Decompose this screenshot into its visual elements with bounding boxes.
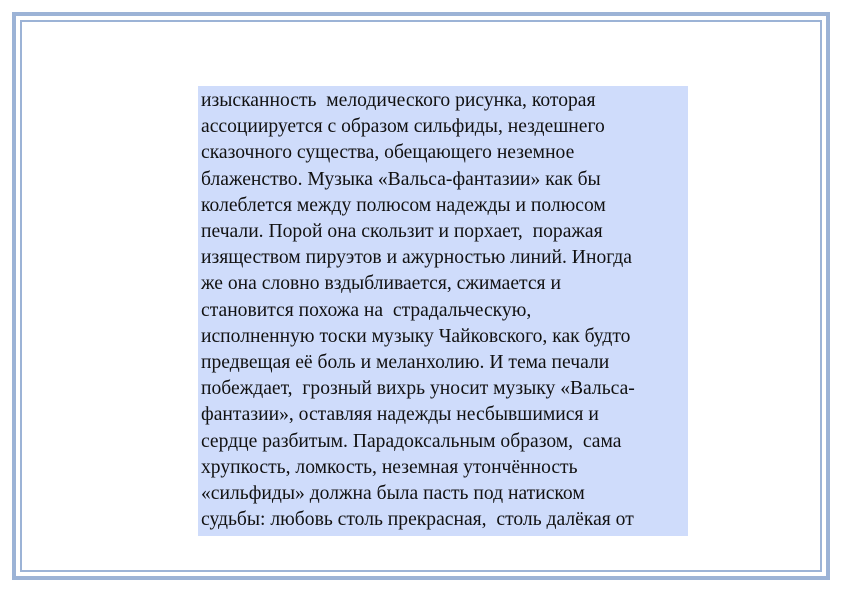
text-line: блаженство. Музыка «Вальса-фантазии» как бы	[201, 168, 601, 190]
text-line: побеждает, грозный вихрь уносит музыку «Вальса-	[201, 378, 635, 400]
text-line: хрупкость, ломкость, неземная утончённость	[201, 456, 578, 478]
text-line: становится похожа на страдальческую,	[201, 299, 532, 321]
text-line: изысканность мелодического рисунка, которая	[201, 90, 596, 111]
text-line: «сильфиды» должна была пасть под натиском	[201, 483, 585, 505]
text-line: колеблется между полюсом надежды и полюсом	[201, 194, 606, 216]
text-line: сердце разбитым. Парадоксальным образом, сама	[201, 430, 622, 452]
text-block	[198, 86, 688, 536]
text-line: печали. Порой она скользит и порхает, поражая	[201, 221, 603, 243]
text-line: ассоциируется с образом сильфиды, нездешнего	[201, 116, 605, 138]
text-line: судьбы: любовь столь прекрасная, столь далёкая от	[201, 509, 634, 531]
text-line: сказочного существа, обещающего неземное	[201, 142, 575, 164]
text-line: исполненную тоски музыку Чайковского, как будто	[201, 325, 631, 347]
text-line: фантазии», оставляя надежды несбывшимися и	[201, 404, 599, 426]
text-line: предвещая её боль и меланхолию. И тема печали	[201, 352, 610, 374]
text-line: же она словно вздыбливается, сжимается и	[201, 273, 561, 295]
text-line: изяществом пируэтов и ажурностью линий. Иногда	[201, 247, 632, 269]
